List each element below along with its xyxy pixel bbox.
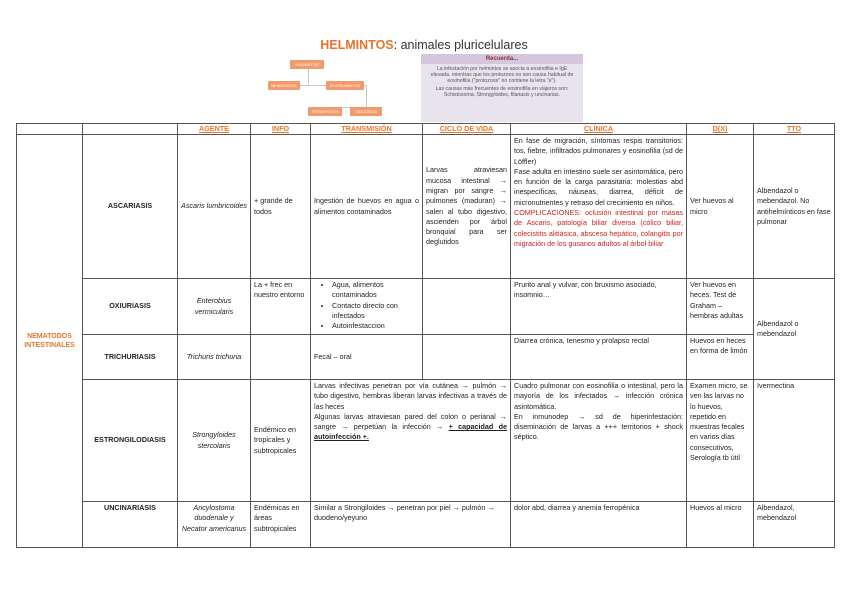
diagram-node-trematodos: TREMATODOS — [308, 107, 342, 116]
disease-name: UNCINARIASIS — [83, 502, 178, 548]
clinical-cell: Diarrea crónica, tenesmo y prolapso rectal — [511, 335, 687, 380]
agent-cell: Enterobius vermicularis — [178, 279, 251, 335]
clinical-text: Fase adulta en intestino suele ser asintomática, pero en función de la carga parasitaria: molestias abd inespecíficas, náuseas, diarrea, déficit de micronutrientes y retraso del crecimiento en niños. — [514, 166, 683, 207]
info-cell: Endémico en tropicales y subtropicales — [251, 380, 311, 502]
autoinfection-text: + capacidad de autoinfección +. — [314, 422, 508, 442]
recuerda-text-2: Las causas más frecuentes de eosinofilia en viajeros son: Schistosoma, Strongyloides, filariasis y uncinarias. — [435, 86, 569, 98]
transmission-cell — [311, 380, 511, 502]
transmission-text: Algunas larvas atraviesan pared del colon o perianal → sangre → perpetúan la infección → — [314, 411, 507, 432]
tto-cell: Albendazol, mebendazol — [754, 502, 835, 548]
lifecycle-cell: Larvas atraviesan mucosa intestinal → migran por sangre → pulmones (maduran) → salen al tubo digestivo, ascienden por árbol bronquial para ser deglutidos — [423, 135, 511, 279]
transmission-cell: Similar a Strongiloides → penetran por piel → pulmón → duodeno/yeyuno — [311, 502, 511, 548]
clinical-cell: dolor abd, diarrea y anemia ferropénica — [511, 502, 687, 548]
recuerda-header: Recuerda... — [421, 54, 583, 64]
complications-text: COMPLICACIONES: oclusión intestinal por masas de Ascaris, patología biliar diversa (cólico biliar, colecistitis alitiásica, absceso hepático, colangitis por migración de los gusanos adultos al árbol biliar — [514, 208, 683, 248]
dx-cell: Ver huevos al micro — [687, 135, 754, 279]
col-ciclo: CICLO DE VIDA — [423, 124, 511, 135]
tto-cell: Albendazol o mebendazol — [754, 279, 835, 380]
list-item: • Agua, alimentos contaminados — [332, 280, 419, 301]
info-cell — [251, 335, 311, 380]
clinical-text: En fase de migración, síntomas respis transitorios: tos, fiebre, infiltrados pulmonares y eosinofilia (sd de Löffler) — [514, 136, 683, 166]
transmission-cell — [311, 279, 423, 335]
info-cell: + grande de todos — [251, 135, 311, 279]
clinical-cell: Prurito anal y vulvar, con bruxismo asociado, insomnio… — [511, 279, 687, 335]
disease-name: OXIURIASIS — [83, 279, 178, 335]
table-row — [17, 502, 835, 548]
agent-cell: Trichuris trichuria — [178, 335, 251, 380]
diagram-node-cestodos: CESTODOS — [350, 107, 382, 116]
table-header-row — [17, 124, 835, 135]
list-item: • Autoinfestaccion — [332, 321, 419, 331]
recuerda-box — [421, 54, 583, 122]
agent-cell: Ascaris lumbricoides — [178, 135, 251, 279]
col-info: INFO — [251, 124, 311, 135]
recuerda-text-1: La infestación por helmintos se asocia a eosinofilia e IgE elevada, mientras que los protozoos no son causa habitual de eosinofilia ("protozoos" no contiene la letra "e"). — [430, 66, 574, 84]
clinical-text: Cuadro pulmonar con eosinofilia o intestinal, pero la mayoría de los infectados → infección crónica asintomática. — [514, 381, 683, 411]
info-cell: Endémicas en áreas subtropicales — [251, 502, 311, 548]
col-clinica: CLÍNICA — [511, 124, 687, 135]
clinical-text: En inmunodep → sd de hiperinfestación: diseminación de larvas a +++ territorios + shock séptico. — [514, 411, 683, 442]
clinical-cell — [511, 135, 687, 279]
table-row — [17, 335, 835, 380]
list-item: • Contacto directo con infectados — [332, 301, 419, 322]
col-tto: TTO — [754, 124, 835, 135]
title-highlight: HELMINTOS — [320, 38, 394, 52]
transmission-cell: Fecal – oral — [311, 335, 423, 380]
nematodos-table — [16, 123, 835, 548]
disease-name: TRICHURIASIS — [83, 335, 178, 380]
tto-cell: Albendazol o mebendazol. No antihelmínticos en fase pulmonar — [754, 135, 835, 279]
dx-cell: Huevos en heces en forma de limón — [687, 335, 754, 380]
agent-cell: Ancylostoma duodenale y Necator americanus — [178, 502, 251, 548]
dx-cell: Huevos al micro — [687, 502, 754, 548]
info-cell: La + frec en nuestro entorno — [251, 279, 311, 335]
clinical-cell — [511, 380, 687, 502]
diagram-node-platelmintos: PLATELMINTOS — [326, 81, 364, 90]
col-dx: D(X) — [687, 124, 754, 135]
page-title — [0, 38, 848, 52]
dx-cell: Ver huevos en heces. Test de Graham – hembras adultas — [687, 279, 754, 335]
table-row — [17, 279, 835, 335]
transmission-cell: Ingestión de huevos en agua o alimentos contaminados — [311, 135, 423, 279]
disease-name: ASCARIASIS — [83, 135, 178, 279]
transmission-text: Larvas infectivas penetran por vía cutánea → pulmón → tubo digestivo, hembras liberan larvas infectivas a través de las heces — [314, 381, 507, 411]
group-label: NEMATODOS INTESTINALES — [17, 135, 83, 548]
diagram-node-nematodos: NEMATODOS — [268, 81, 300, 90]
table-row — [17, 380, 835, 502]
dx-cell: Examen micro, se ven las larvas no lo huevos, repetido en muestras fecales en varios días consecutivos, Serología tb útil — [687, 380, 754, 502]
diagram-node-helmintos: HELMINTOS — [290, 60, 324, 69]
col-agente: AGENTE — [178, 124, 251, 135]
table-row — [17, 135, 835, 279]
agent-cell: Strongyloides stercolaris — [178, 380, 251, 502]
helmintos-diagram — [268, 54, 393, 120]
disease-name: ESTRONGILODIASIS — [83, 380, 178, 502]
col-transmision: TRANSMISIÓN — [311, 124, 423, 135]
title-subtitle: : animales pluricelulares — [393, 38, 528, 52]
tto-cell: Ivermectina — [754, 380, 835, 502]
